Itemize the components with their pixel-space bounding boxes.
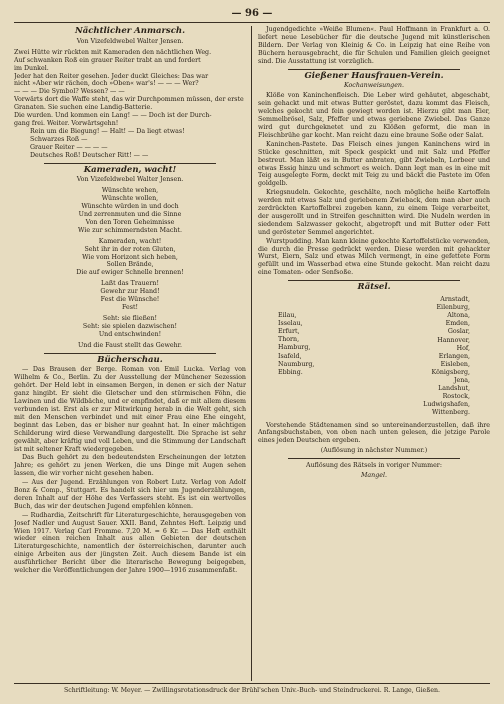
poem1-title: Nächtlicher Anmarsch. xyxy=(74,26,186,36)
poem-line: Grauer Reiter — — — — xyxy=(30,143,108,151)
separator xyxy=(44,163,216,164)
poem-line: Wie zur schimmerndsten Macht. xyxy=(78,226,182,234)
poem-line: Wünschte wollen, xyxy=(101,195,159,203)
poem-line: Kameraden, wacht! xyxy=(98,237,162,245)
riddle-column-right xyxy=(393,296,470,417)
poem-line: Fest die Wünsche! xyxy=(100,296,160,304)
poem-line: Und zerrenmuten und die Sinne xyxy=(78,211,182,219)
riddle-word: Rostock, xyxy=(442,393,470,401)
riddle-title: Rätsel. xyxy=(357,282,391,293)
poem-line: Und die Faust stellt das Gewehr. xyxy=(78,341,182,349)
poem-line: Auf schwanken Roß ein grauer Reiter trabt an und fordert xyxy=(14,56,201,64)
recipe: Kaninchen-Pastete. Das Fleisch eines jungen Kaninchens wird in Stücke geschnitten, mit Speck gespickt und mit Salz und Pfeffer bestreut. Man läßt es in Butter anbraten, gibt Zwiebeln, Lorbeer und etwas Essig hinzu und schmort es weich. Dann legt man es in eine mit Teig ausgelegte Form, deckt mit Teig zu und bäckt die Pastete im Ofen goldgelb. xyxy=(258,140,490,188)
poem2-stanza xyxy=(14,315,246,339)
riddle-word: Altona, xyxy=(447,312,470,320)
recipe: Wurstpudding. Man kann kleine gekochte Kartoffelstücke verwenden, die durch die Presse gedrückt werden. Diese werden mit gehackter Wurst, Eiern, Salz und etwas Milch vermengt, in eine gefettete Form gefüllt und im Wasserbad etwa eine Stunde gekocht. Man reicht dazu eine Tomaten- oder Senfsoße. xyxy=(258,237,490,277)
separator xyxy=(44,353,216,354)
riddle-word: Erfurt, xyxy=(278,328,300,336)
riddle-word: Emden, xyxy=(445,320,470,328)
riddle-word: Goslar, xyxy=(447,328,470,336)
poem-line: Sollen Brände, xyxy=(106,261,154,269)
recipe: Klöße von Kaninchenfleisch. Die Leber wird gehäutet, abgeschabt, sein gehackt und mit etwas Butter geröstet, dazu kommt das Fleisch, welches gekocht und fein gewiegt worden ist. Hierzu gibt man Eier, Semmelbrösel, Salz, Pfeffer und etwas geriebene Zwiebel. Das Ganze wird gut durchgeknetet und zu Klößen geformt, die man in Fleischbrühe gar kocht. Man reicht dazu eine braune Soße oder Salat. xyxy=(258,92,490,139)
riddle-word: Hamburg, xyxy=(278,344,311,352)
poem2-title: Kameraden, wacht! xyxy=(83,164,177,175)
poem2-stanza xyxy=(14,238,246,278)
riddle-word: Isafeld, xyxy=(278,352,302,360)
poem-line: Gewehr zur Hand! xyxy=(100,288,160,296)
poem-line: Wie vom Horizont sich heben, xyxy=(82,253,178,261)
poem-line: im Dunkel. xyxy=(14,64,49,72)
poem1-author: Von Vizefeldwebel Walter Jensen. xyxy=(76,37,184,45)
poem-line: Seht: sie spielen dazwischen! xyxy=(82,322,178,330)
riddle-column-left xyxy=(278,296,355,417)
separator xyxy=(288,69,460,70)
riddle-word: Eilau, xyxy=(278,312,297,320)
poem2-stanza xyxy=(14,280,246,312)
poem-line: Wünschte würden in und doch xyxy=(81,203,179,211)
poem-line: Die wurden. Und kommen ein Lang! — — Doch ist der Durch- xyxy=(14,112,212,120)
solution-word: Mangel. xyxy=(360,472,388,480)
top-rule xyxy=(14,22,490,23)
poem-line: Von den Toren Geheimnisse xyxy=(85,218,175,226)
poem-line: Jeder hat den Reiter gesehen. Jeder duckt Gleiches: Das war xyxy=(14,72,209,80)
poem-line: Schwarzes Roß — xyxy=(30,135,88,143)
poem-line: Granaten. Sie suchen eine Landig-Batterie. xyxy=(14,104,153,112)
left-column xyxy=(14,26,246,681)
poem-line: Laßt das Trauern! xyxy=(100,280,160,288)
riddle-word: Wittenberg. xyxy=(431,409,470,417)
riddle-word: Jena, xyxy=(453,377,470,385)
riddle-word: Landshut, xyxy=(438,385,470,393)
riddle-list xyxy=(258,294,490,419)
poem-line: Seht ihr in der roten Gluten, xyxy=(84,245,176,253)
imprint-footer: Schriftleitung: W. Meyer. — Zwillingsrotationsdruck der Brühl'schen Univ.-Buch- und Steindruckerei. R. Lange, Gießen. xyxy=(64,687,440,694)
riddle-word: Ludwigshafen, xyxy=(423,401,470,409)
riddle-word: Erlangen, xyxy=(438,352,470,360)
riddle-word: Hof, xyxy=(456,344,470,352)
riddle-word: Naumburg, xyxy=(278,360,315,368)
poem-line: — — — Die Symbol? Wessen? — — xyxy=(14,88,125,96)
separator xyxy=(288,458,460,459)
poem-line: nicht »Aber wir rächen, doch »Oben« war's! — — — Wer? xyxy=(14,80,199,88)
poem-line: Deutsches Roß! Deutscher Ritt! — — xyxy=(30,151,149,159)
right-column xyxy=(258,26,490,681)
riddle-word: Eilenburg, xyxy=(436,304,470,312)
poem-line: gang frei. Weiter. Vorwärtsgehn! xyxy=(14,119,119,127)
poem2-author: Von Vizefeldwebel Walter Jensen. xyxy=(76,176,184,184)
society-title: Gießener Hausfrauen-Verein. xyxy=(304,70,444,81)
riddle-word: Ebbing. xyxy=(278,368,303,376)
book-review: Das Buch gehört zu den bedeutendsten Erscheinungen der letzten Jahre; es gehört zu jenen Werken, die uns Dinge mit Augen sehen lassen, die wir vorher nicht gesehen haben. xyxy=(14,454,246,478)
book-review: — Das Brausen der Berge. Roman von Emil Lucka. Verlag von Wilhelm & Co., Berlin. Zu der Ausstellung der Münchener Sezession gehört. Der Held lebt in einsamen Bergen, in denen er sich der Natur ganz hingibt. Er sieht die Gletscher und den stürmischen Föhn, die Lawinen und die Wildbäche, und er empfindet, daß er mit allem diesem verbunden ist. Erst als er zur Mitwirkung herab in die Welt geht, sich mit den Menschen verbindet und mit einer Frau eine Ehe eingeht, beginnt das Leben, das er bisher nur geahnt hat. In einer mächtigen Schilderung wird diese Verwandlung dargestellt. Die Sprache ist sehr gewählt, aber kräftig und voll Leben, und die Stimmung der Landschaft ist mit seltener Kraft wiedergegeben. xyxy=(14,366,246,453)
poem-line: Vorwärts dort die Waffe steht, das wir Durchpommen müssen, der erste xyxy=(14,96,244,104)
poem-line: Die auf ewiger Schnelle brennen! xyxy=(76,269,184,277)
poem2-stanza xyxy=(14,187,246,234)
bottom-rule xyxy=(14,683,490,684)
society-subtitle: Kochanweisungen. xyxy=(343,82,404,90)
riddle-word: Thorn, xyxy=(278,336,300,344)
poem-line: Zwei Hütte wir rückten mit Kameraden den nächtlichen Weg. xyxy=(14,48,212,56)
poem-line: Seht: sie fließen! xyxy=(102,314,158,322)
intro-paragraph: Jugendgedichte »Weiße Blumen«. Paul Hoffmann in Frankfurt a. O. liefert neue Lesebücher für die deutsche Jugend mit künstlerischen Bildern. Der Verlag von Kleinig & Co. in Leipzig hat eine Reihe von Büchern herausgebracht, die für Schulen und Familien gleich geeignet sind. Die Ausstattung ist vorzüglich. xyxy=(258,26,490,65)
book-review: — Aus der Jugend. Erzählungen von Robert Lutz. Verlag von Adolf Bonz & Comp., Stuttgart. Es handelt sich hier um Jugenderzählungen, deren Inhalt auf der Höhe des Verfassers steht. Es ist ein wertvolles Buch, das wir der deutschen Jugend empfehlen können. xyxy=(14,479,246,510)
books-title: Bücherschau. xyxy=(97,354,163,365)
riddle-instructions: Vorstehende Städtenamen sind so untereinanderzustellen, daß ihre Anfangsbuchstaben, von oben nach unten gelesen, die jetzige Parole eines jeden Deutschen ergeben. xyxy=(258,421,490,445)
riddle-word: Hannover, xyxy=(437,336,470,344)
page-number: — 96 — xyxy=(231,8,273,19)
riddle-word: Königsberg, xyxy=(431,368,470,376)
riddle-word: Arnstadt, xyxy=(440,296,470,304)
book-review: — Rudhardia, Zeitschrift für Literaturgeschichte, herausgegeben von Josef Nadler und August Sauer. XXII. Band, Zehntes Heft. Leipzig und Wien 1917. Verlag Carl Fromme. 7,20 M. = 6 Kr. — Das Heft enthält wieder einen reichen Inhalt aus allen Gebieten der deutschen Literaturgeschichte, namentlich der österreichischen, darunter auch einige Arbeiten aus der jüngsten Zeit. Auch diesem Bande ist ein ausführlicher Bericht über die literarische Bewegung beigegeben, welcher die Veröffentlichungen der Jahre 1900—1916 zusammenfaßt. xyxy=(14,511,246,575)
poem-line: Rein um die Biegung! — Halt! — Da liegt etwas! xyxy=(30,127,185,135)
poem1-lines xyxy=(14,49,246,160)
poem-line: Fest! xyxy=(121,304,139,311)
recipe: Kriegsnudeln. Gekochte, geschälte, noch mögliche heiße Kartoffeln werden mit etwas Salz und geriebenem Zwieback, dem man aber auch zerdrückten Kartoffelbrei zugeben kann, zu einem Teige verarbeitet, der ausgerollt und in Streifen geschnitten wird. Die Nudeln werden in siedendem Salzwasser gekocht, abgetropft und mit Butter oder Fett und gerösteter Semmel angerichtet. xyxy=(258,189,490,236)
poem-line: Und entschwinden! xyxy=(98,330,162,338)
poem-line: Wünschte wehen, xyxy=(101,187,159,195)
riddle-word: Isselau, xyxy=(278,320,303,328)
poem2-stanza xyxy=(14,342,246,350)
column-divider xyxy=(251,26,252,681)
riddle-word: Eisleben, xyxy=(440,360,470,368)
riddle-note: (Auflösung in nächster Nummer.) xyxy=(320,447,428,455)
solution-label: Auflösung des Rätsels in voriger Nummer: xyxy=(306,462,442,470)
